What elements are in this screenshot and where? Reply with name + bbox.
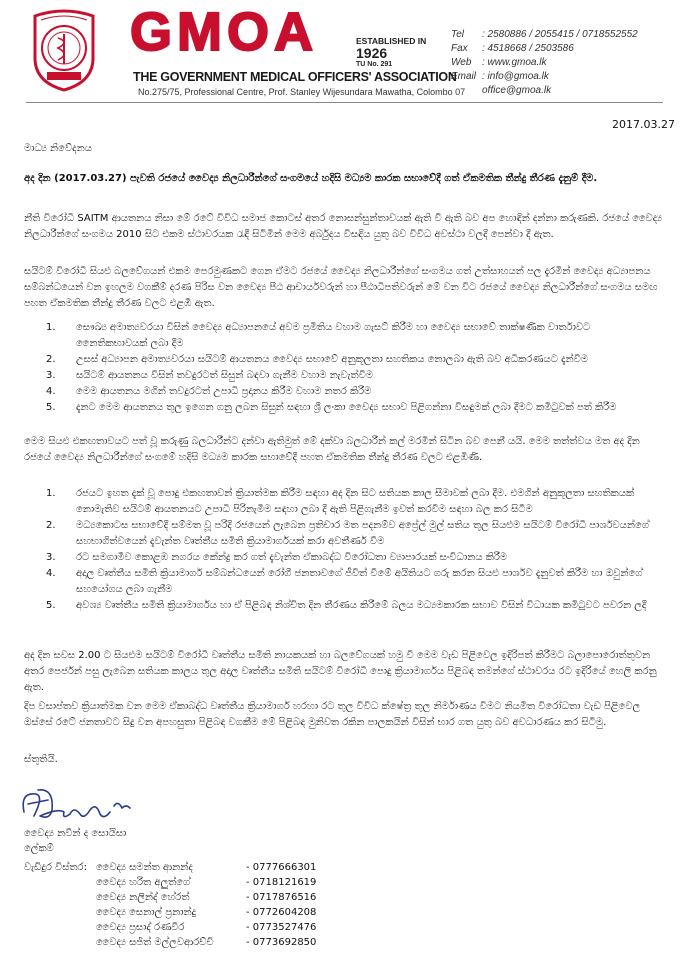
salutation: මාධ්‍ය නිවේදනය xyxy=(24,143,92,154)
list-item: 1. සෞඛ්‍ය අමාත්‍යවරයා විසින් වෛද්‍ය අධ්‍යාපනයේ අවම ප්‍රමිතිය වහාම ගැසට් කිරීම හා වෛද්‍ය සභාවේ තාක්ෂණික වාර්තාවට නෛතිකභාවයක් ලබා දීම xyxy=(46,322,591,349)
list-item: 3. සයිටම් ආයතනය විසින් තවදුරටත් සිසුන් බඳවා ගැනීම වහාම නැවැත්වීම xyxy=(46,370,374,381)
list-item: 3. රට සමගාමීව කොළඹ නගරය කේන්ද්‍ර කර ගත් දැවැන්ත ඒකාබද්ධ විරෝධතා ව්‍යාපාරයක් සංවිධානය කිරීම xyxy=(46,552,508,563)
officer-row xyxy=(24,905,346,920)
officer-name: වෛද්‍ය සෙනාල් ප්‍රනාන්දු xyxy=(96,907,197,918)
association-address: No.275/75, Professional Centre, Prof. Stanley Wijesundara Mawatha, Colombo 07 xyxy=(138,87,466,97)
list-item: 5. අවශ්‍ය වෘත්තීය සමිති ක්‍රියාමාර්ගය හා ඒ පිළිබඳ නිශ්චිත දින තීරණය කිරීමේ බලය මධ්‍යමකාරක සභාව විසින් විධායක කමිටුවට පවරන ලදී xyxy=(46,600,647,611)
officer-name: වෛද්‍ය හරිත අලුත්ගේ xyxy=(96,877,191,888)
established-year: 1926 xyxy=(356,45,388,61)
signatory-name: වෛද්‍ය නවීන් ද සොයිසා xyxy=(24,828,127,839)
paragraph-1: නීති විරෝධී SAITM ආයතනය නිසා මේ රටේ විවිධ සමාජ කොටස් අතර නොසන්සුන්තාවයක් ඇති වී ඇති බව අප හොඳින් දන්නා කරුණකි. රජයේ වෛද්‍ය නිලධාරීන්ගේ සංගමය 2010 සිට එකම ස්ථාවරයක රැඳී සිටිමින් මෙම අර්බුදය විසඳිය යුතු බව විවිධ අවස්ථා වලදී පෙන්වා දී ඇත. xyxy=(24,213,663,240)
contact-value: : info@gmoa.lk xyxy=(482,71,549,82)
officer-phone: - 0777666301 xyxy=(246,862,317,873)
tu-number: TU No. 291 xyxy=(356,61,393,68)
officer-phone: - 0772604208 xyxy=(246,907,317,918)
paragraph-4: අද දින සවස 2.00 ට සියළුම සයිටම් විරෝධී වෘත්තීය සමිති නායකයක් හා බලවේගයක් හමු වී මෙම වැඩ පිළිවෙල ඉදිරිපත් කිරීමට බලාපොරොත්තුවන අතර පෙර්ජන් පසු ලැබෙන සතියක කාලය තුල අදාල වෘත්තීය සමිති සයිටම් විරෝධී පොදු ක්‍රියාමාර්ගය පිළිබඳ තමන්ගේ ස්ථාවරය රට ඉදිරියේ හෙලි කරනු ඇත. xyxy=(24,650,657,693)
letterhead-divider xyxy=(26,102,663,103)
contact-row-email-2 xyxy=(451,84,638,98)
officer-name: වෛද්‍ය සමන්ත ආනන්ද xyxy=(96,862,193,873)
association-name: THE GOVERNMENT MEDICAL OFFICERS' ASSOCIATION xyxy=(133,70,457,84)
officer-phone: - 0773692850 xyxy=(246,937,317,948)
contact-row-fax xyxy=(451,42,638,56)
officer-row xyxy=(24,890,346,905)
decisions-list-1 xyxy=(46,320,664,416)
officer-phone: - 0717876516 xyxy=(246,892,317,903)
established-block xyxy=(356,36,426,70)
contact-value: : 2580886 / 2055415 / 0718552552 xyxy=(482,29,638,40)
contact-value: : 4518668 / 2503586 xyxy=(482,43,574,54)
contact-label: Tel xyxy=(451,29,464,40)
officer-row xyxy=(24,935,346,950)
officers-label: වැඩිදුර විස්තර: xyxy=(24,862,87,873)
contact-value: office@gmoa.lk xyxy=(482,85,552,96)
signatory-title: ලේකම් xyxy=(24,843,54,854)
paragraph-5: දිප වසාප්තව ක්‍රියාත්මක වන මෙම ඒකාබද්ධ වෘත්තීය ක්‍රියාමාර්ග හරහා රට තුල විවිධ ක්ෂේත්‍ර තුල නිර්මාණය විමට නියමිත විරෝධතා වැඩ පිළිවෙල ඔස්සේ රටේ ජනතාවට සිදු වන අපහසුතා පිළිබඳ වගකීම මේ පිළිබඳ මුනිවත රකින පාලකයින් විසින් භාර ගත යුතු බව අවධාරණය කර සිටිමු. xyxy=(24,701,641,728)
list-item: 4. මෙම ආයතනය මගින් තවදුරටත් උපාධි ප්‍රදානය කිරීම වහාම නතර කිරීම xyxy=(46,386,372,397)
paragraph-2: සයිටම් විරෝධී සියළු බලවේගයන් එකම පෙරමුණකට ගෙන ඒමට රජයේ වෛද්‍ය නිලධාරීන්ගේ සංගමය ගත් උත්සාහයන් පල දැරමින් වෛද්‍ය අධ්‍යාපනය සම්බන්ධයෙන් වන ඉහලම වගකීම් දරණ පිරිස වන වෛද්‍ය පීඨ ආචාර්යවරුන් හා පීඨාධිපතිවරුන් මේ වන විට රජයේ වෛද්‍ය නිලධාරීන්ගේ සංගමය සමඟ පහත ඒකමතික තීන්දු තීරණ වලට එළඹී ඇත. xyxy=(24,266,658,309)
officer-row xyxy=(24,875,346,890)
list-item: 2. උසස් අධ්‍යාපන අමාත්‍යවරයා සයිටම් ආයතනය වෛද්‍ය සභාවේ අනුකූලතා සහතිකය නොලබා ඇති බව අධිකරණයට දැන්වීම xyxy=(46,354,589,365)
established-label: ESTABLISHED IN xyxy=(356,36,427,46)
officer-name: වෛද්‍ය සජිත් මල්ලවආරච්චි xyxy=(96,937,214,948)
document-heading: අද දින (2017.03.27) පැවති රජයේ වෛද්‍ය නිලධාරීන්ගේ සංගමයේ හදිසි මධ්‍යම කාරක සභාවේදී ගත් ඒකමතික තීන්දු තීරණ දැනුම් දීම. xyxy=(24,173,598,184)
officer-row xyxy=(24,860,346,875)
document-date: 2017.03.27 xyxy=(612,118,675,131)
contact-row-web xyxy=(451,56,638,70)
list-item: 1. රජයට ඉහත දැක් වූ පොදු එකඟතාවන් ක්‍රියාත්මක කිරීම සඳහා අද දින සිට සතියක කාල සීමාවක් ලබා දීම. එමගින් අනුකූලතා සහතිකයක් නොමැතිව සයිටම් ආයතනයට උපාධි පිරිනැමීම සඳහා ලබා දී ඇති පිළිගැනීම ඉවත් කරවීම සඳහා බල කර සිටීම xyxy=(46,488,635,515)
list-item: 2. මධ්‍යකොටස සභාවේදී සම්මත වූ පරිදි රජයෙන් ලැබෙන ප්‍රතිචාර මත පදනම්ව අප්‍රේල් මුල් සතිය තුල සියළුම සයිටම් විරෝධී පාර්ශවයන්ගේ සහභාගිත්වයෙන් දැවැන්ත වෘත්තීය සමිති ක්‍රියාමාර්ගයක් කරා අවතීර්ණ වීම xyxy=(46,520,649,547)
contact-row-email xyxy=(451,70,638,84)
closing: ස්තුතියි. xyxy=(24,754,58,765)
paragraph-3: මෙම සියළු එකඟතාවයට පත් වූ කරුණු බලධාරීන්ට දන්වා ඇතිමුත් මේ දක්වා බලධාරීන් කල් මරමින් සිටින බව පෙනී යයි. මෙම තත්ත්වය මත අද දින රජයේ වෛද්‍ය නිලධාරීන්ගේ සංගමේ හදිසි මධ්‍යම කාරක සභාවේදී පහත ඒකමතික තීන්දු තීරණ වලට එළඹිණි. xyxy=(24,436,640,463)
officer-phone: - 0718121619 xyxy=(246,877,317,888)
contact-row-tel xyxy=(451,28,638,42)
signature-icon xyxy=(14,786,142,826)
list-item: 4. අදාල වෘත්තීය සමිති ක්‍රියාමාර්ග සම්බන්ධයෙන් රෝගී ජනතාවගේ ජීවිත් වීමේ අයිතියට ගරු කරන සියළු පාර්ශව දැනුවත් කිරීම හා ඔවුන්ගේ සහයෝගය ලබා ගැනීම xyxy=(46,568,643,595)
gmoa-logo-text: GMOA xyxy=(130,2,318,62)
officer-name: වෛද්‍ය නලින්ද් හේරත් xyxy=(96,892,190,903)
contact-value: : www.gmoa.lk xyxy=(482,57,547,68)
contact-label xyxy=(451,84,482,98)
decisions-list-2 xyxy=(46,486,664,614)
contact-label: Web xyxy=(451,57,472,68)
list-item: 5. දැනට මෙම ආයතනය තුල ඉගෙන ගනු ලබන සිසුන් සඳහා ශ්‍රී ලංකා වෛද්‍ය සභාව පිළිගන්නා විසඳුමක් ලබා දීමට කමිටුවක් පත් කිරීම xyxy=(46,402,617,413)
contact-block xyxy=(451,28,638,98)
contact-label: Fax xyxy=(451,43,468,54)
gmoa-seal-icon xyxy=(27,6,101,92)
officer-name: වෛද්‍ය ප්‍රසාද් රණවීර xyxy=(96,922,185,933)
officer-phone: - 0773527476 xyxy=(246,922,317,933)
contact-officers xyxy=(24,860,346,950)
contact-label: Email xyxy=(451,71,477,82)
officer-row xyxy=(24,920,346,935)
